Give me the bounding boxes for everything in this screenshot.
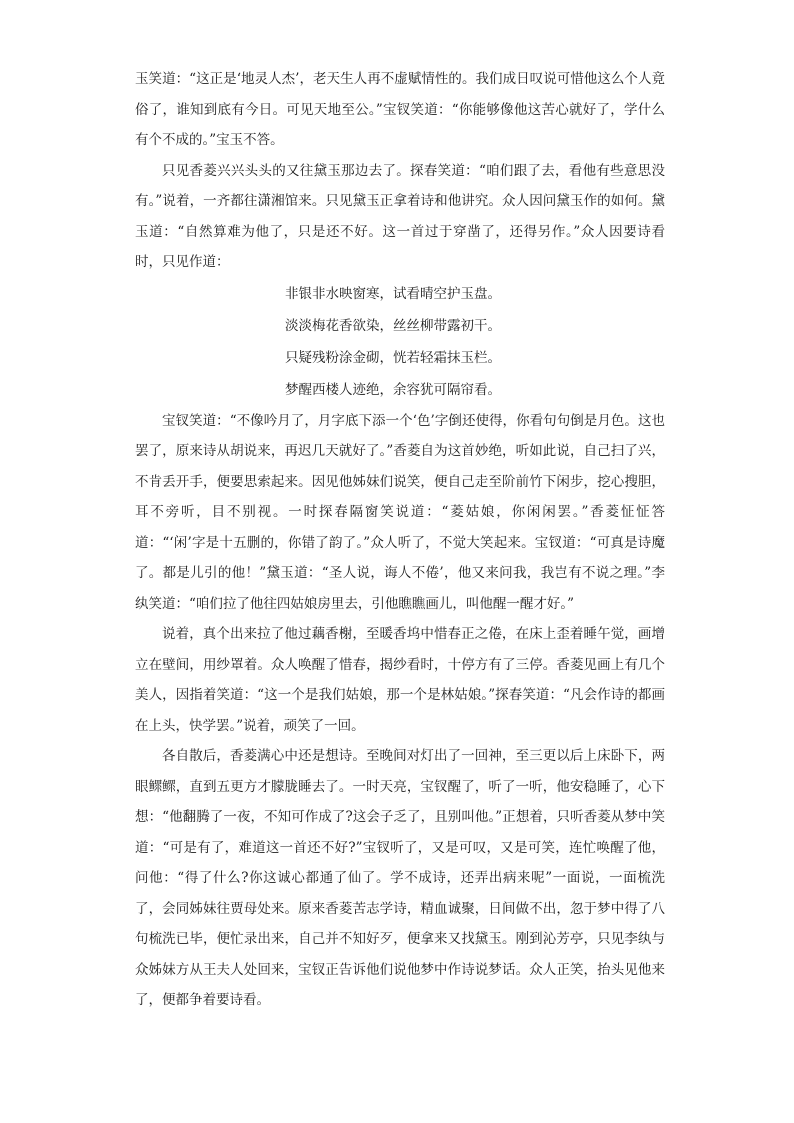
paragraph-4: 说着，真个出来拉了他过藕香榭，至暖香坞中惜春正之倦，在床上歪着睡午觉，画增立在壁间，用纱罩着。众人唤醒了惜春，揭纱看时，十停方有了三停。香菱见画上有几个美人，因指着笑道：“这一个是我们姑娘，那一个是林姑娘。”探春笑道：“凡会作诗的都画在上头，快学罢。”说着，顽笑了一回。 [135, 626, 665, 734]
paragraph-2: 只见香菱兴兴头头的又往黛玉那边去了。探春笑道：“咱们跟了去，看他有些意思没有。”说着，一齐都往潇湘馆来。只见黛玉正拿着诗和他讲究。众人因问黛玉作的如何。黛玉道：“自然算难为他了，只是还不好。这一首过于穿凿了，还得另作。”众人因要诗看时，只见作道： [135, 162, 665, 270]
paragraph-3: 宝钗笑道：“不像吟月了，月字底下添一个‘色’字倒还使得，你看句句倒是月色。这也罢了，原来诗从胡说来，再迟几天就好了。”香菱自为这首妙绝，听如此说，自己扫了兴，不肯丢开手，便要思索起来。因见他姊妹们说笑，便自己走至阶前竹下闲步，挖心搜胆，耳不旁听，目不别视。一时探春隔窗笑说道：“菱姑娘，你闲闲罢。”香菱怔怔答道：“‘闲’字是十五删的，你错了韵了。”众人听了，不觉大笑起来。宝钗道：“可真是诗魔了。都是儿引的他！”黛玉道：“圣人说，诲人不倦’，他又来问我，我岂有不说之理。”李纨笑道：“咱们拉了他往四姑娘房里去，引他瞧瞧画儿，叫他醒一醒才好。” [135, 412, 665, 612]
poem-line-3: 只疑残粉涂金砌，恍若轻霜抹玉栏。 [285, 349, 501, 366]
document-body [135, 64, 665, 1016]
poem-block [135, 278, 665, 406]
poem-line-2: 淡淡梅花香欲染，丝丝柳带露初干。 [285, 317, 501, 334]
paragraph-1: 玉笑道：“这正是‘地灵人杰’，老天生人再不虚赋情性的。我们成日叹说可惜他这么个人竟俗了，谁知到底有今日。可见天地至公。”宝钗笑道：“你能够像他这苦心就好了，学什么有个不成的。”宝玉不答。 [135, 71, 665, 148]
poem-line-4: 梦醒西楼人迹绝，余容犹可隔帘看。 [285, 381, 501, 398]
paragraph-5: 各自散后，香菱满心中还是想诗。至晚间对灯出了一回神，至三更以后上床卧下，两眼鳏鳏，直到五更方才朦胧睡去了。一时天亮，宝钗醒了，听了一听，他安稳睡了，心下想：“他翻腾了一夜，不知可作成了?这会子乏了，且别叫他。”正想着，只听香菱从梦中笑道：“可是有了，难道这一首还不好?”宝钗听了，又是可叹，又是可笑，连忙唤醒了他，问他：“得了什么?你这诚心都通了仙了。学不成诗，还弄出病来呢”一面说，一面梳洗了，会同姊妹往贾母处来。原来香菱苦志学诗，精血诚聚，日间做不出，忽于梦中得了八句梳洗已毕，便忙录出来，自己并不知好歹，便拿来又找黛玉。刚到沁芳亭，只见李纨与众姊妹方从王夫人处回来，宝钗正告诉他们说他梦中作诗说梦话。众人正笑，抬头见他来了，便都争着要诗看。 [135, 748, 665, 1008]
poem-line-1: 非银非水映窗寒，试看晴空护玉盘。 [285, 285, 501, 302]
